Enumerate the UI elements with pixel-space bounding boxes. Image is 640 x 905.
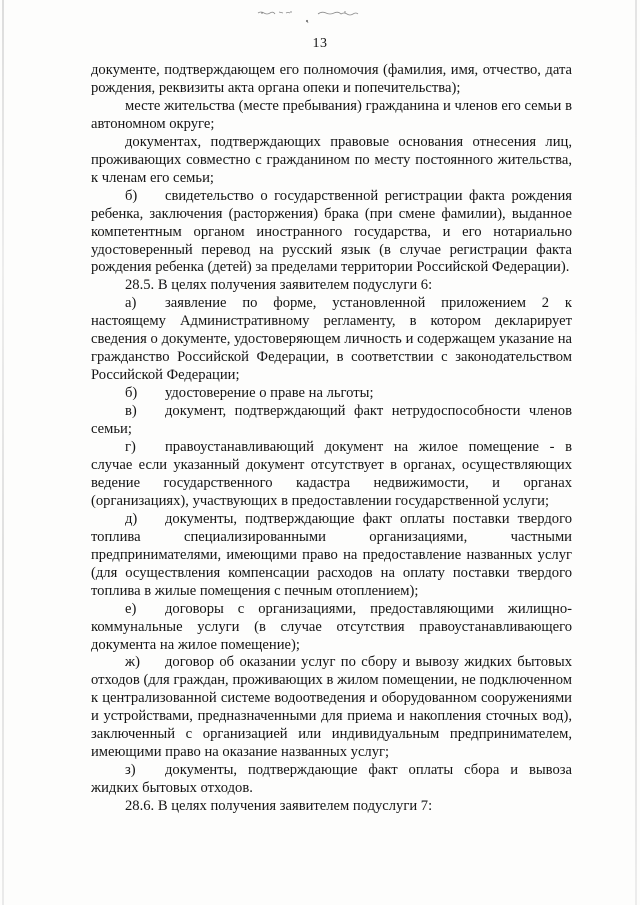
paragraph: документе, подтверждающем его полномочия (фамилия, имя, отчество, дата рождения, реквизиты акта органа опеки и попечительства); [91,62,572,96]
list-item-text: документы, подтверждающие факт оплаты поставки твердого топлива специализированными организациями, частными предпринимателями, имеющими право на предоставление названных услуг (для осуществления компенсации расходов на оплату поставки твердого топлива в жилые помещения с печным отоплением); [91,510,572,599]
scan-edge-right [635,0,637,905]
list-item [91,762,572,798]
list-item [91,403,572,439]
list-item [91,295,572,385]
list-item-label: б) [125,187,138,204]
list-item-text: договоры с организациями, предоставляющими жилищно-коммунальные услуги (в случае отсутствия правоустанавливающего документа на жилое помещение); [91,600,572,653]
list-item-text: документы, подтверждающие факт оплаты сбора и вывоза жидких бытовых отходов. [91,762,572,797]
paragraph: 28.6. В целях получения заявителем подуслуги 7: [125,798,433,815]
paragraph: документах, подтверждающих правовые основания отнесения лиц, проживающих совместно с гражданином по месту постоянного жительства, к членам его семьи; [91,133,572,186]
list-item-text: заявление по форме, установленной приложением 2 к настоящему Административному регламенту, в котором декларирует сведения о документе, удостоверяющем личность и содержащем указание на гражданство Российской Федерации, в соответствии с законодательством Российской Федерации; [91,295,572,384]
list-item-text: правоустанавливающий документ на жилое помещение - в случае если указанный документ отсутствует в органах, осуществляющих ведение государственного кадастра недвижимости, и органах (организациях), участвующих в предоставлении государственной услуги; [91,439,572,509]
scan-artifact-marks [0,4,640,24]
list-item-label: а) [125,295,137,312]
list-item-label: е) [125,600,137,617]
list-item-text: удостоверение о праве на льготы; [165,385,374,402]
scan-edge-left [2,0,4,905]
list-item-label: в) [125,403,137,420]
paragraph: месте жительства (месте пребывания) гражданина и членов его семьи в автономном округе; [91,97,572,132]
list-item-text: свидетельство о государственной регистрации факта рождения ребенка, заключения (расторжения) брака (при смене фамилии), выданное компетентным органом иностранного государства, и его нотариально удостоверенный перевод на русский язык (в случае регистрации факта рождения ребенка (детей) за пределами территории Российской Федерации). [91,187,572,276]
list-item-text: документ, подтверждающий факт нетрудоспособности членов семьи; [91,403,572,438]
list-item-label: ж) [125,654,140,671]
list-item [91,601,572,655]
list-item [91,385,572,403]
list-item [91,654,572,762]
list-item [91,439,572,511]
list-item-label: б) [125,385,138,402]
list-item [91,188,572,278]
list-item-label: д) [125,510,138,527]
list-item-label: г) [125,439,136,456]
list-item-text: договор об оказании услуг по сбору и вывозу жидких бытовых отходов (для граждан, проживающих в жилом помещении, не подключенном к централизованной системе водоотведения и оборудованном сооружениями и устройствами, предназначенными для приема и накопления сточных вод), заключенный с организацией или индивидуальным предпринимателем, имеющими право на оказание названных услуг; [91,654,572,761]
list-item [91,511,572,601]
document-body [91,62,572,816]
paragraph: 28.5. В целях получения заявителем подуслуги 6: [125,277,433,294]
page-number: 13 [312,36,328,51]
list-item-label: з) [125,762,136,779]
